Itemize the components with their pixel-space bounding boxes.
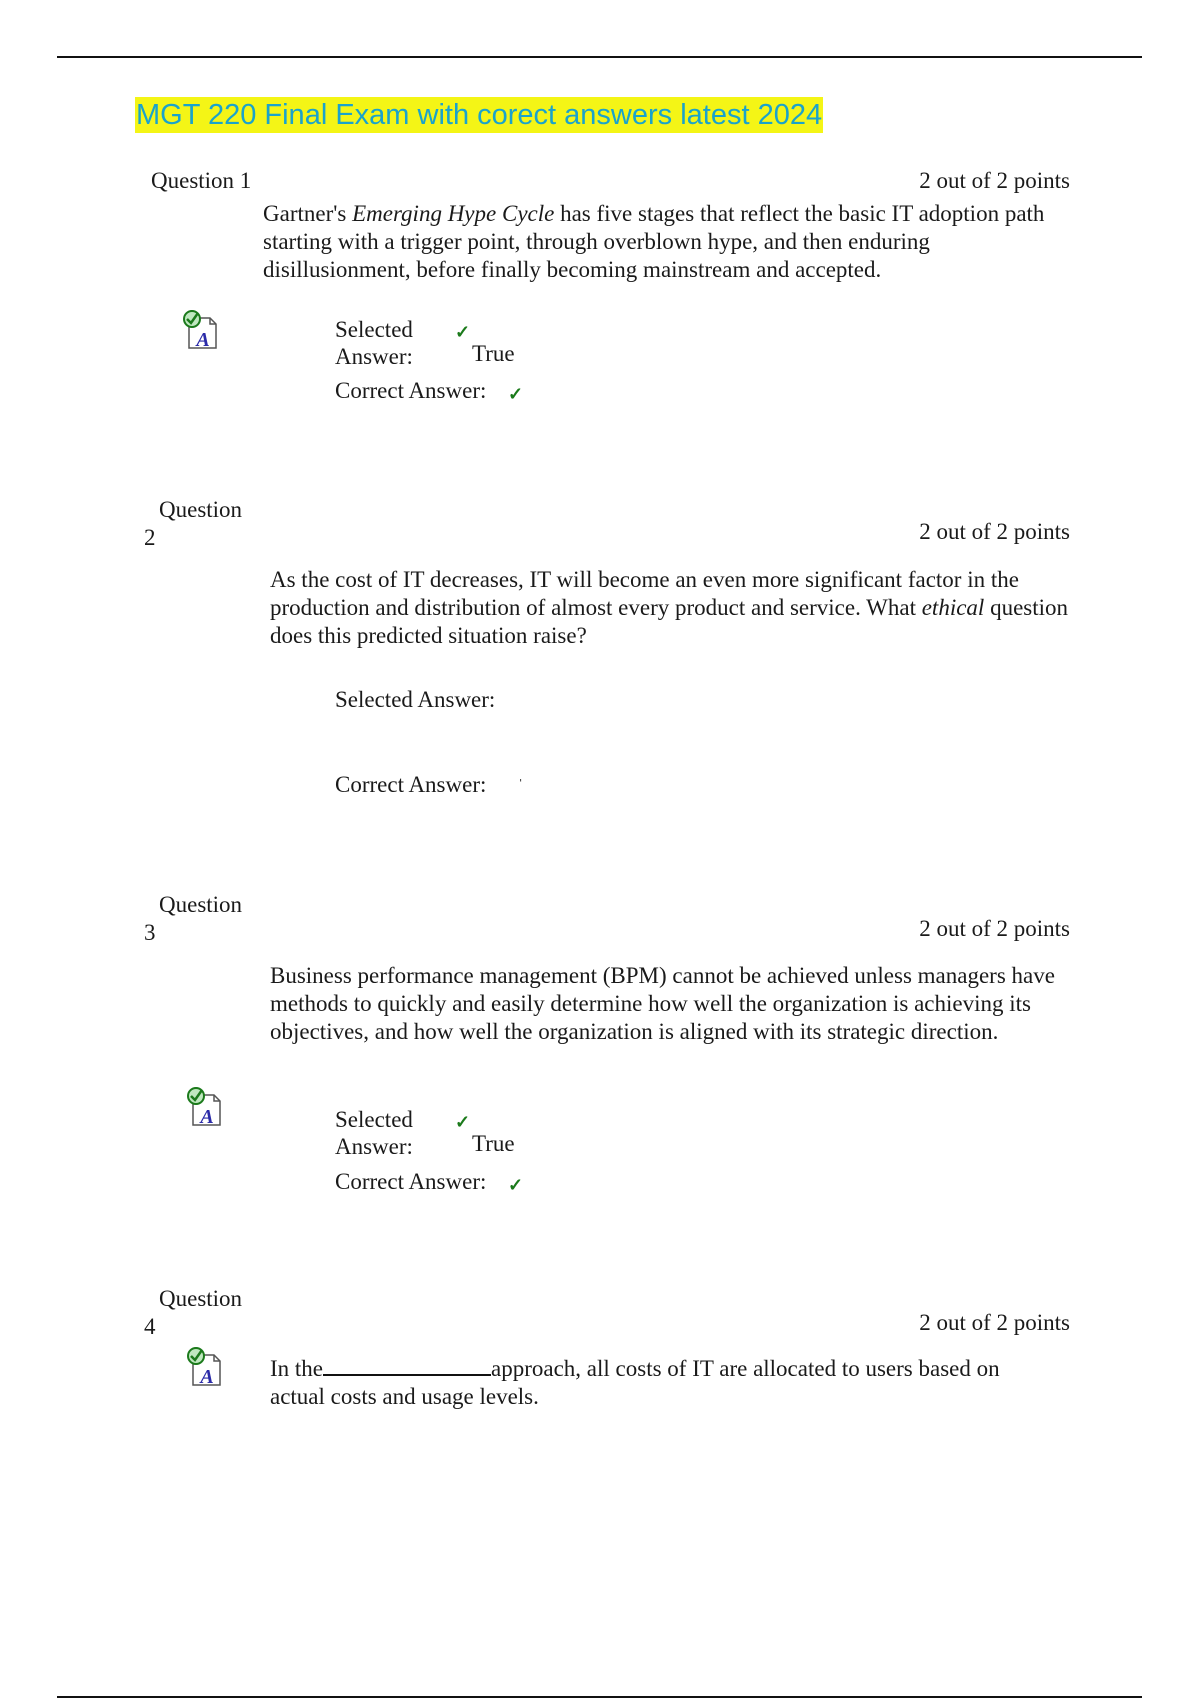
question-4-label-number: 4	[144, 1314, 156, 1339]
question-3-label-word: Question	[159, 892, 243, 917]
document-title: MGT 220 Final Exam with corect answers latest 2024	[136, 99, 823, 131]
question-4-text: In the approach, all costs of IT are allocated to users based on actual costs and usage levels.	[270, 1356, 1000, 1409]
question-3-label-number: 3	[144, 920, 156, 945]
correct-answer-icon	[184, 1345, 224, 1389]
question-3-answer-label: Answer:	[335, 1134, 413, 1159]
question-3-selected-check-icon: ✓	[455, 1112, 471, 1132]
fill-in-blank	[323, 1356, 491, 1376]
top-rule	[57, 56, 1142, 58]
question-4-points: 2 out of 2 points	[919, 1310, 1070, 1335]
question-3-correct-check-icon: ✓	[508, 1175, 524, 1195]
question-3-text: Business performance management (BPM) cannot be achieved unless managers have methods to quickly and easily determine how well the organization is achieving its objectives, and how well the organization is aligned with its strategic direction.	[270, 963, 1055, 1044]
question-1-label: Question 1	[151, 168, 252, 193]
question-2-correct-label: Correct Answer:	[335, 772, 487, 797]
question-1-correct-label: Correct Answer:	[335, 378, 487, 403]
question-1-answer-label: Answer:	[335, 344, 413, 369]
question-2-selected-label: Selected Answer:	[335, 687, 496, 712]
question-3-points: 2 out of 2 points	[919, 916, 1070, 941]
question-2-correct-mark: ˈ	[518, 777, 524, 794]
bottom-rule	[57, 1696, 1142, 1698]
question-1-selected-label: Selected	[335, 317, 413, 342]
question-3-selected-label: Selected	[335, 1107, 413, 1132]
question-2-label-word: Question	[159, 497, 243, 522]
question-1-correct-check-icon: ✓	[508, 384, 524, 404]
question-1-points: 2 out of 2 points	[919, 168, 1070, 193]
question-4-label-word: Question	[159, 1286, 243, 1311]
question-2-text: As the cost of IT decreases, IT will become an even more significant factor in the production and distribution of almost every product and service. What ethical question does this predicted situation raise?	[270, 567, 1069, 648]
question-1-selected-answer: True	[472, 341, 515, 366]
correct-answer-icon	[184, 1085, 224, 1129]
question-2-points: 2 out of 2 points	[919, 519, 1070, 544]
question-1-selected-check-icon: ✓	[455, 322, 471, 342]
svg-text:A: A	[200, 1106, 214, 1128]
question-3-selected-answer: True	[472, 1131, 515, 1156]
correct-answer-icon	[180, 308, 220, 352]
svg-text:A: A	[196, 329, 210, 351]
svg-text:A: A	[200, 1366, 214, 1388]
question-1-text: Gartner's Emerging Hype Cycle has five stages that reflect the basic IT adoption path starting with a trigger point, through overblown hype, and then enduring disillusionment, before finally becoming mainstream and accepted.	[263, 201, 1045, 282]
question-2-label-number: 2	[144, 525, 156, 550]
question-3-correct-label: Correct Answer:	[335, 1169, 487, 1194]
